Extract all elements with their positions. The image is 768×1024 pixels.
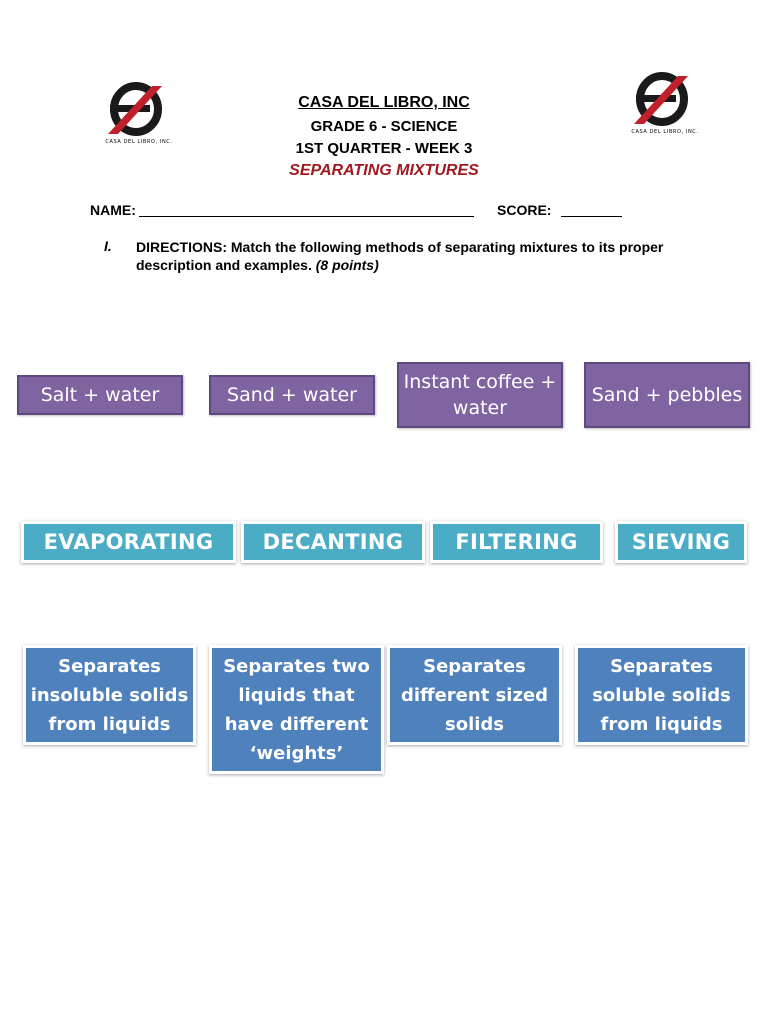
lesson-topic: SEPARATING MIXTURES [289, 162, 479, 179]
score-blank[interactable] [561, 216, 622, 217]
org-name: CASA DEL LIBRO, INC [298, 94, 470, 111]
mixture-card-sand-pebbles[interactable]: Sand + pebbles [584, 362, 750, 428]
score-label: SCORE: [497, 202, 552, 218]
method-card-filtering[interactable]: FILTERING [430, 521, 603, 563]
name-blank[interactable] [139, 216, 474, 217]
directions-text [136, 238, 676, 274]
description-card-two-liquids[interactable]: Separates two liquids that have different ‘weights’ [209, 645, 384, 774]
org-title [0, 94, 768, 112]
company-logo-left [104, 80, 174, 145]
method-card-sieving[interactable]: SIEVING [615, 521, 747, 563]
mixture-card-coffee-water[interactable]: Instant coffee + water [397, 362, 563, 428]
description-card-soluble[interactable]: Separates soluble solids from liquids [575, 645, 748, 745]
description-card-sized-solids[interactable]: Separates different sized solids [387, 645, 562, 745]
name-label: NAME: [90, 202, 136, 218]
section-number: I. [104, 238, 112, 254]
directions-points: (8 points) [315, 257, 379, 273]
method-card-decanting[interactable]: DECANTING [241, 521, 425, 563]
method-card-evaporating[interactable]: EVAPORATING [21, 521, 236, 563]
mixture-card-salt-water[interactable]: Salt + water [17, 375, 183, 415]
quarter-week: 1ST QUARTER - WEEK 3 [295, 140, 473, 157]
grade-subject: GRADE 6 - SCIENCE [310, 118, 458, 135]
logo-caption: CASA DEL LIBRO, INC. [105, 139, 173, 145]
directions-body: DIRECTIONS: Match the following methods of separating mixtures to its proper description and examples. [136, 239, 664, 273]
description-card-insoluble[interactable]: Separates insoluble solids from liquids [23, 645, 196, 745]
mixture-card-sand-water[interactable]: Sand + water [209, 375, 375, 415]
logo-caption: CASA DEL LIBRO, INC. [631, 129, 699, 135]
